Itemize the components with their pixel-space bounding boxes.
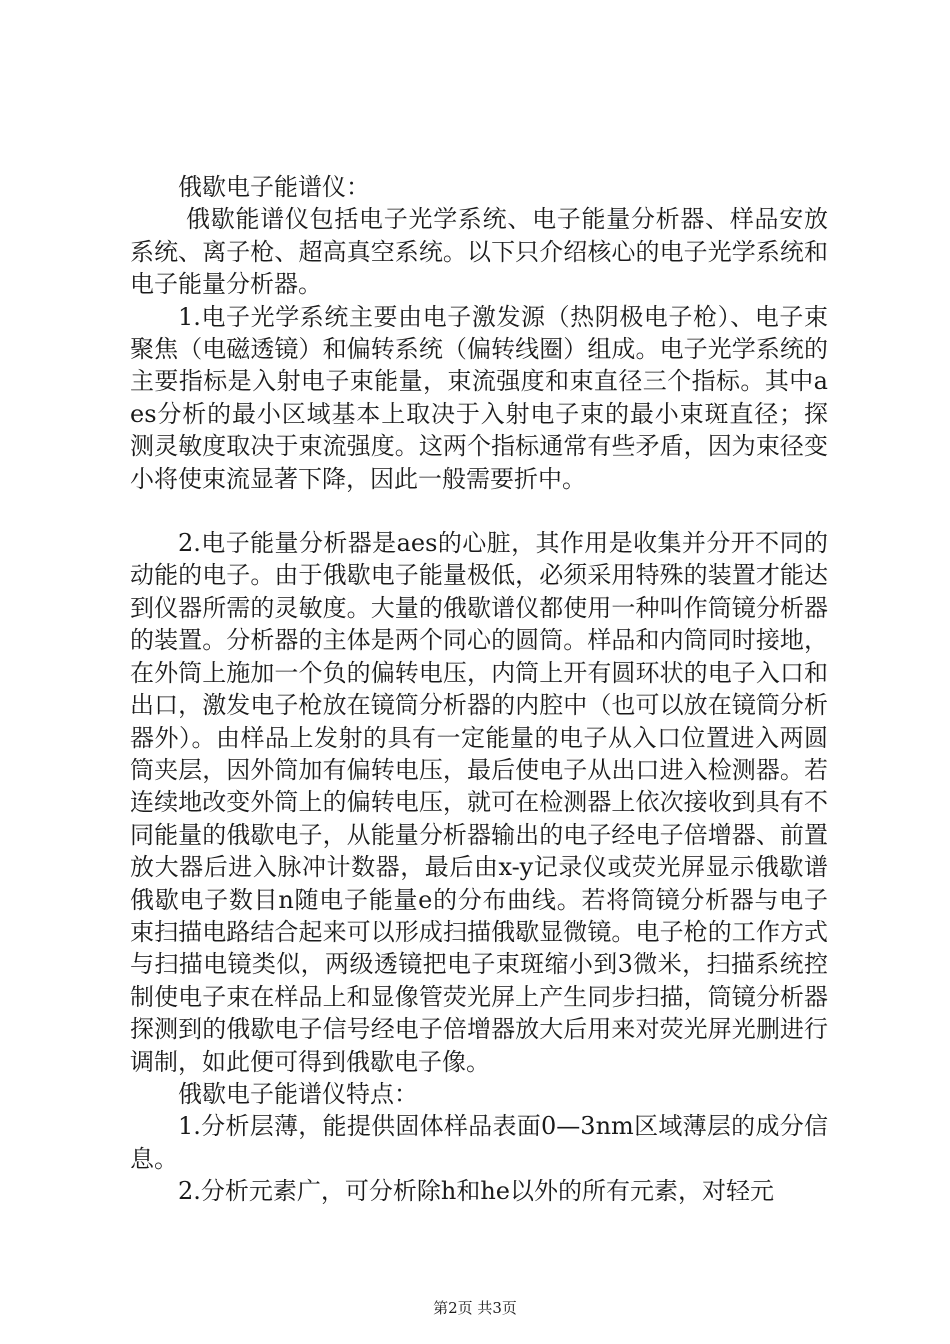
paragraph-spacer [130,495,828,527]
feature-1-paragraph: 1.分析层薄，能提供固体样品表面0—3nm区域薄层的成分信息。 [130,1112,828,1173]
document-body [130,171,828,1208]
features-heading: 俄歇电子能谱仪特点： [178,1079,418,1108]
section-2-paragraph: 2.电子能量分析器是aes的心脏，其作用是收集并分开不同的动能的电子。由于俄歇电子能量极低，必须采用特殊的装置才能达到仪器所需的灵敏度。大量的俄歇谱仪都使用一种叫作筒镜分析器的装置。分析器的主体是两个同心的圆筒。样品和内筒同时接地，在外筒上施加一个负的偏转电压，内筒上开有圆环状的电子入口和出口，激发电子枪放在镜筒分析器的内腔中（也可以放在镜筒分析器外）。由样品上发射的具有一定能量的电子从入口位置进入两圆筒夹层，因外筒加有偏转电压，最后使电子从出口进入检测器。若连续地改变外筒上的偏转电压，就可在检测器上依次接收到具有不同能量的俄歇电子，从能量分析器输出的电子经电子倍增器、前置放大器后进入脉冲计数器，最后由x-y记录仪或荧光屏显示俄歇谱俄歇电子数目n随电子能量e的分布曲线。若将筒镜分析器与电子束扫描电路结合起来可以形成扫描俄歇显微镜。电子枪的工作方式与扫描电镜类似，两级透镜把电子束斑缩小到3微米，扫描系统控制使电子束在样品上和显像管荧光屏上产生同步扫描，筒镜分析器探测到的俄歇电子信号经电子倍增器放大后用来对荧光屏光删进行调制，如此便可得到俄歇电子像。 [130,529,828,1076]
section-heading: 俄歇电子能谱仪： [178,173,370,201]
page-footer: 第2页 共3页 [433,1299,517,1317]
intro-paragraph: 俄歇能谱仪包括电子光学系统、电子能量分析器、样品安放系统、离子枪、超高真空系统。以下只介绍核心的电子光学系统和电子能量分析器。 [130,205,828,299]
feature-2-paragraph: 2.分析元素广，可分析除h和he以外的所有元素，对轻元 [178,1177,775,1206]
section-1-paragraph: 1.电子光学系统主要由电子激发源（热阴极电子枪）、电子束聚焦（电磁透镜）和偏转系统（偏转线圈）组成。电子光学系统的主要指标是入射电子束能量，束流强度和束直径三个指标。其中aes分析的最小区域基本上取决于入射电子束的最小束斑直径；探测灵敏度取决于束流强度。这两个指标通常有些矛盾，因为束径变小将使束流显著下降，因此一般需要折中。 [130,302,828,493]
